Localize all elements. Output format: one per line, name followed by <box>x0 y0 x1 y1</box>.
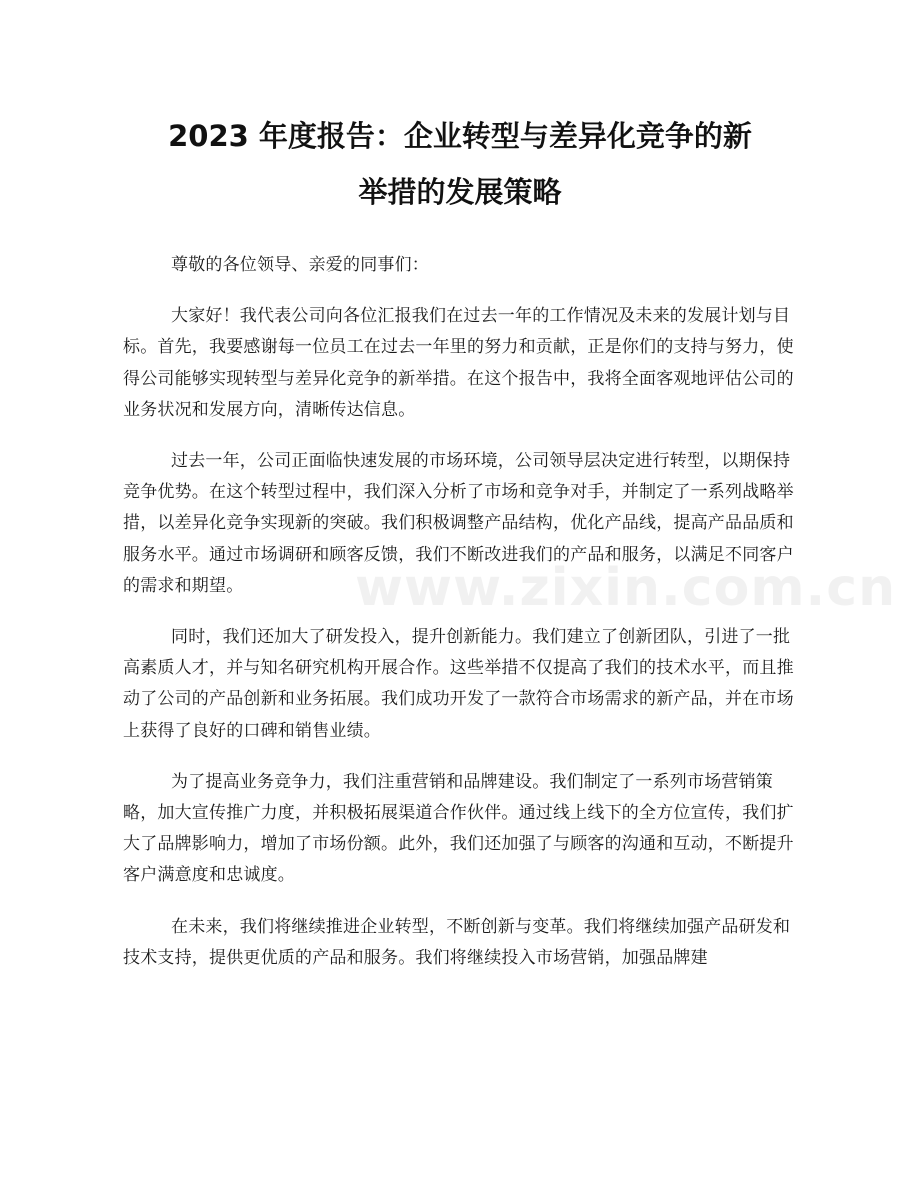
body-paragraph-1: 大家好！我代表公司向各位汇报我们在过去一年的工作情况及未来的发展计划与目标。首先，我要感谢每一位员工在过去一年里的努力和贡献，正是你们的支持与努力，使得公司能够实现转型与差异化竞争的新举措。在这个报告中，我将全面客观地评估公司的业务状况和发展方向，清晰传达信息。 <box>123 306 794 420</box>
title-line-2: 举措的发展策略 <box>358 175 562 209</box>
greeting-paragraph: 尊敬的各位领导、亲爱的同事们： <box>171 255 429 275</box>
body-paragraph-2: 过去一年，公司正面临快速发展的市场环境，公司领导层决定进行转型，以期保持竞争优势。在这个转型过程中，我们深入分析了市场和竞争对手，并制定了一系列战略举措，以差异化竞争实现新的突破。我们积极调整产品结构，优化产品线，提高产品品质和服务水平。通过市场调研和顾客反馈，我们不断改进我们的产品和服务，以满足不同客户的需求和期望。 <box>123 451 794 596</box>
watermark: www.zixin.com.cn <box>355 558 897 618</box>
body-paragraph-4: 为了提高业务竞争力，我们注重营销和品牌建设。我们制定了一系列市场营销策略，加大宣传推广力度，并积极拓展渠道合作伙伴。通过线上线下的全方位宣传，我们扩大了品牌影响力，增加了市场份额。此外，我们还加强了与顾客的沟通和互动，不断提升客户满意度和忠诚度。 <box>123 771 794 886</box>
body-paragraph-3: 同时，我们还加大了研发投入，提升创新能力。我们建立了创新团队，引进了一批高素质人才，并与知名研究机构开展合作。这些举措不仅提高了我们的技术水平，而且推动了公司的产品创新和业务拓展。我们成功开发了一款符合市场需求的新产品，并在市场上获得了良好的口碑和销售业绩。 <box>123 627 794 741</box>
title-line-1: 2023 年度报告：企业转型与差异化竞争的新 <box>168 119 752 153</box>
document-body <box>123 250 803 994</box>
document-title <box>100 108 820 220</box>
body-paragraph-5: 在未来，我们将继续推进企业转型，不断创新与变革。我们将继续加强产品研发和技术支持，提供更优质的产品和服务。我们将继续投入市场营销，加强品牌建 <box>123 916 791 968</box>
